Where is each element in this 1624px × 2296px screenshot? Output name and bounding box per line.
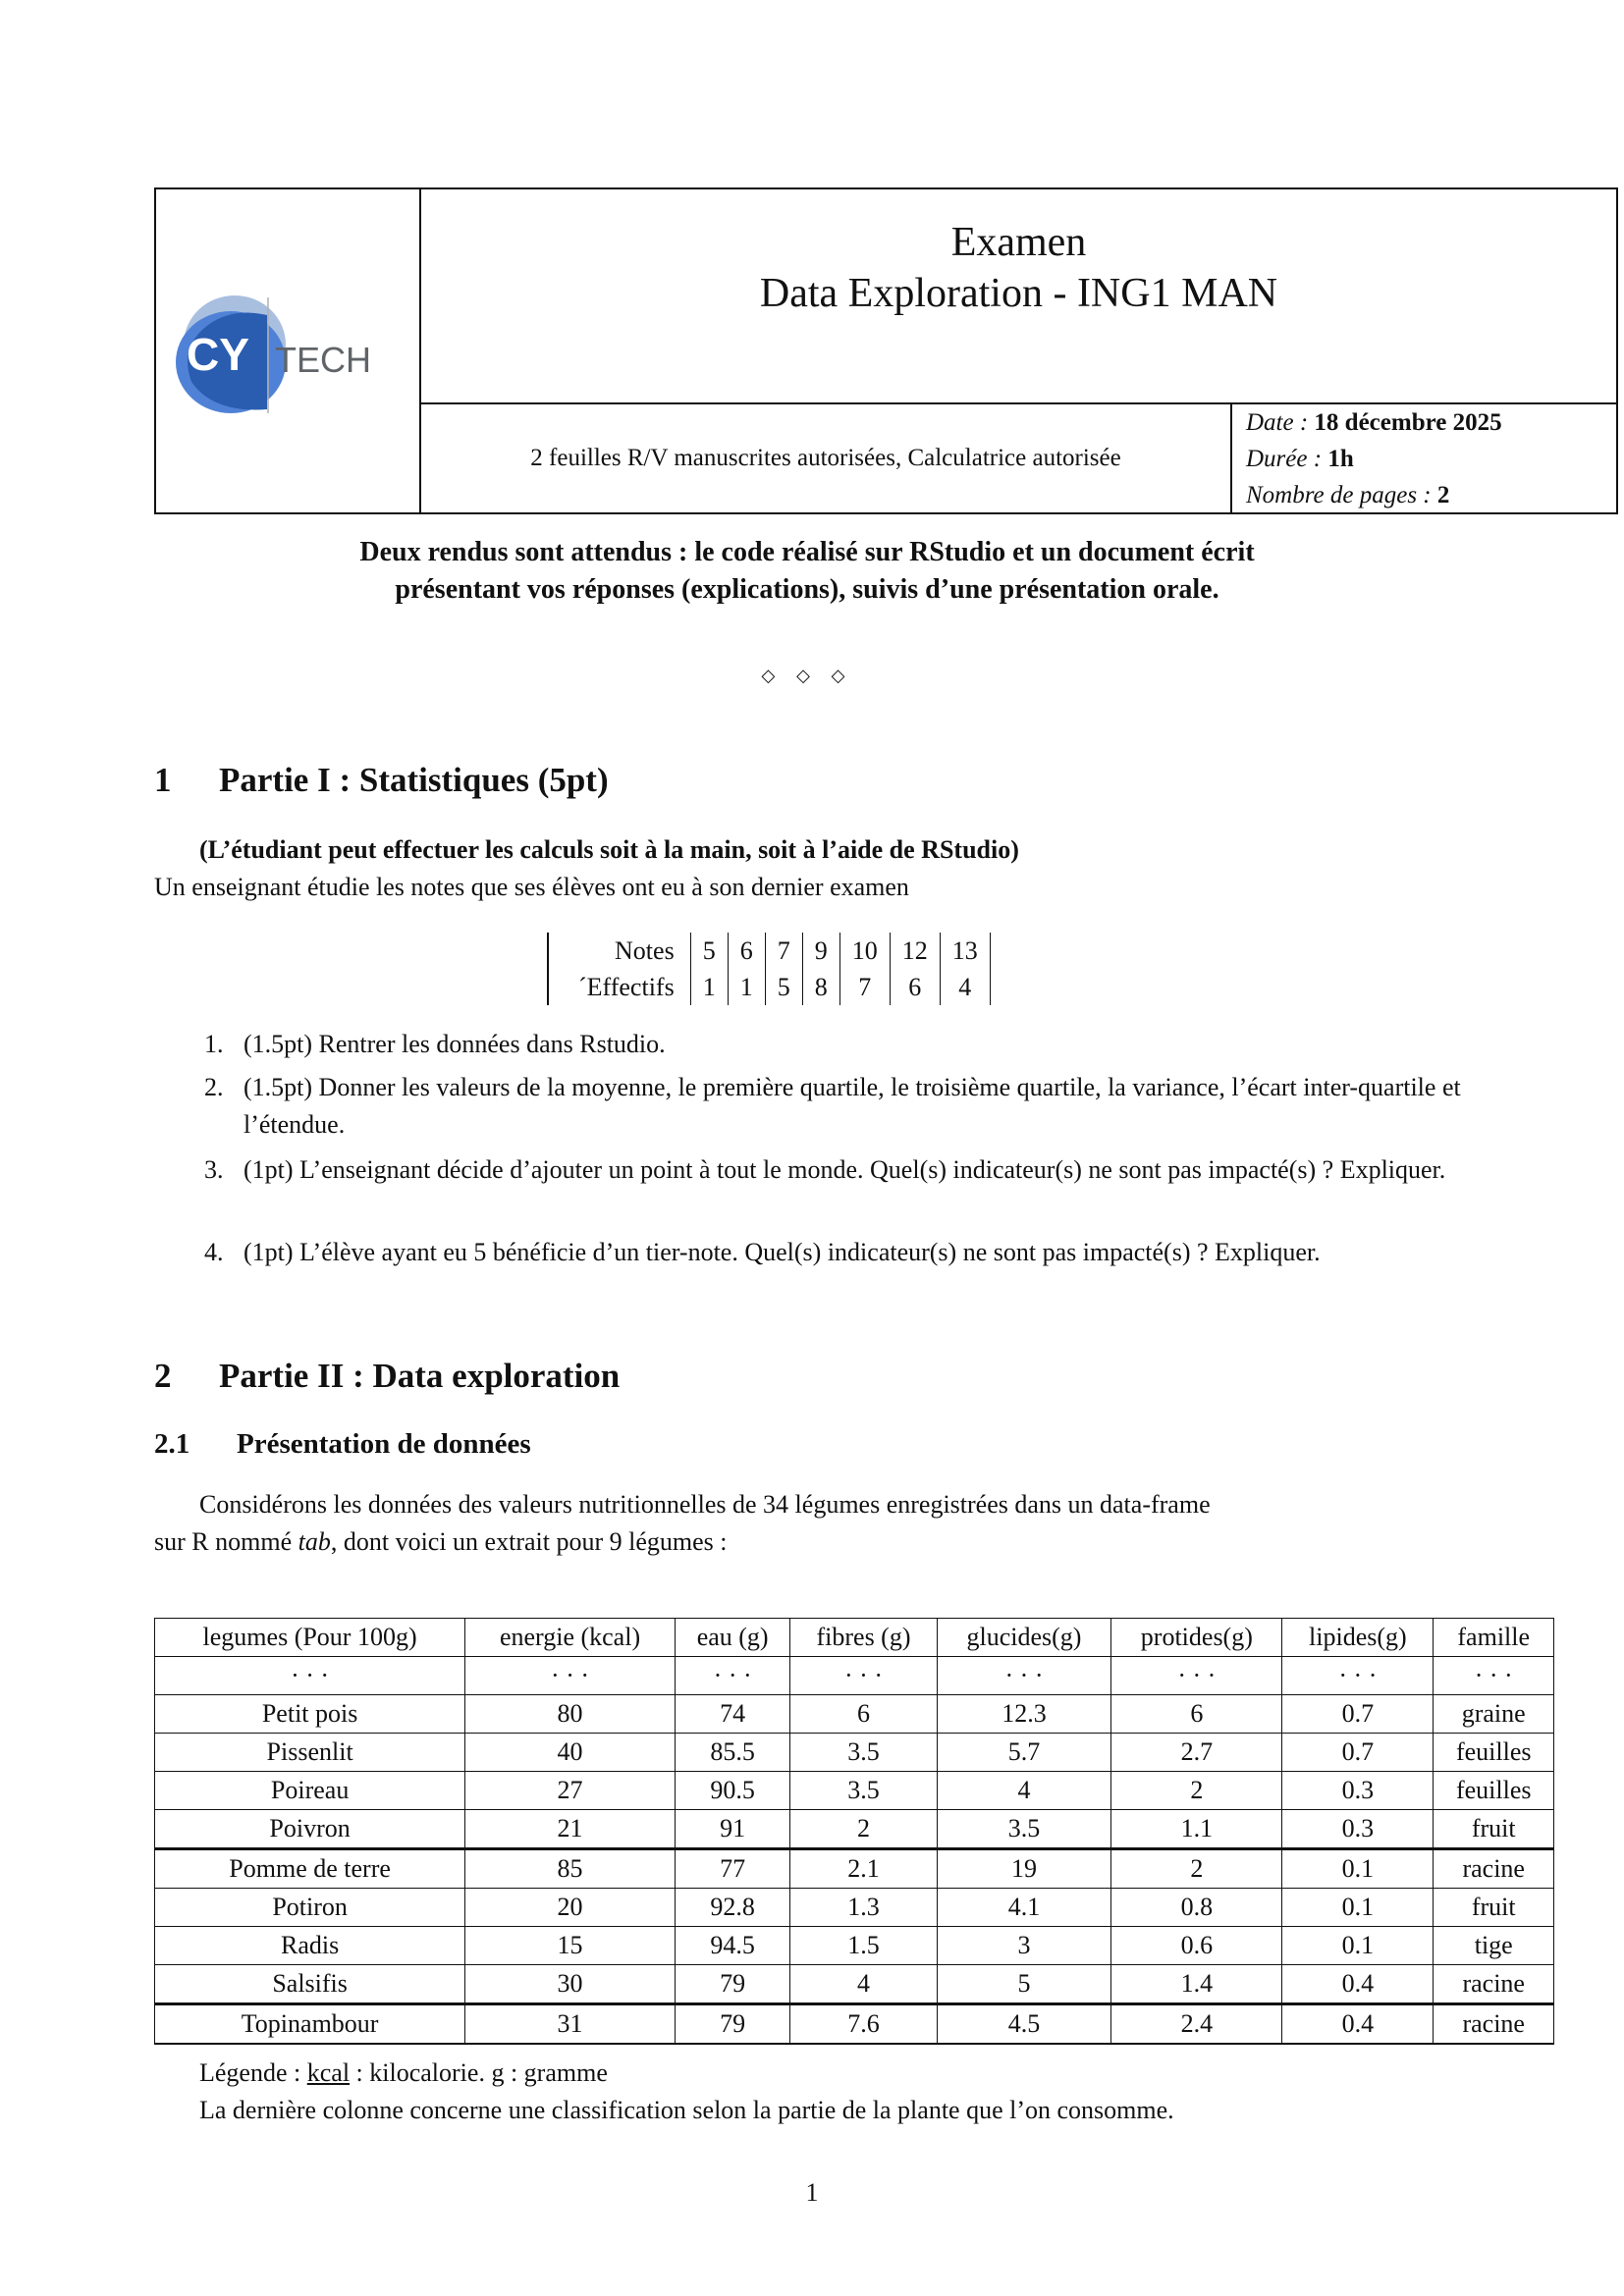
effectif-cell: 7 [839,969,890,1005]
table-cell: 4.5 [937,2004,1111,2045]
note-cell: 9 [802,933,839,969]
table-cell: fruit [1434,1810,1554,1849]
table-row [155,1849,1554,1889]
table-cell: 3.5 [790,1734,937,1772]
table-cell: 20 [465,1889,676,1927]
notes-row [548,933,990,969]
table-cell: tige [1434,1927,1554,1965]
table-cell: 3 [937,1927,1111,1965]
table-cell: Pissenlit [155,1734,465,1772]
info-duration: Durée : 1h [1246,446,1354,472]
subsection-2-1-heading: 2.1 Présentation de données [154,1428,531,1460]
note-cell: 13 [940,933,990,969]
table-cell: 2.7 [1111,1734,1282,1772]
table-cell: 77 [675,1849,790,1889]
table-cell: 0.1 [1282,1889,1434,1927]
table-cell: 4.1 [937,1889,1111,1927]
table-cell: 0.3 [1282,1772,1434,1810]
table-cell: 6 [790,1695,937,1734]
logo-text: TECH [275,340,371,380]
table-cell: 0.3 [1282,1810,1434,1849]
table-cell: Poireau [155,1772,465,1810]
table-cell: graine [1434,1695,1554,1734]
table-cell: 5.7 [937,1734,1111,1772]
table-cell: 0.7 [1282,1734,1434,1772]
note-cell: 12 [890,933,940,969]
logo-mark: CY [187,329,249,380]
column-header: protides(g) [1111,1619,1282,1657]
table-cell: 0.1 [1282,1849,1434,1889]
effectif-cell: 5 [765,969,802,1005]
table-cell: 79 [675,2004,790,2045]
table-row [155,1889,1554,1927]
table-cell: · · · [937,1657,1111,1695]
question-3: 3. (1pt) L’enseignant décide d’ajouter un point à tout le monde. Quel(s) indicateur(s) ne sont pas impacté(s) ? Expliquer. [204,1155,1446,1184]
table-row [155,1734,1554,1772]
classification-note: La dernière colonne concerne une classification selon la partie de la plante que l’on consomme. [199,2096,1174,2124]
table-row [155,1810,1554,1849]
table-cell: 1.3 [790,1889,937,1927]
table-cell: feuilles [1434,1734,1554,1772]
table-cell: 0.1 [1282,1927,1434,1965]
table-cell: Potiron [155,1889,465,1927]
table-cell: 85.5 [675,1734,790,1772]
deliverables-notice: Deux rendus sont attendus : le code réalisé sur RStudio et un document écrit présentant vos réponses (explications), suivis d’une présentation orale. [359,537,1255,605]
cy-tech-logo [174,288,409,415]
table-cell: Poivron [155,1810,465,1849]
section-2-heading: 2 Partie II : Data exploration [154,1357,621,1395]
table-cell: 19 [937,1849,1111,1889]
column-header: eau (g) [675,1619,790,1657]
table-cell: · · · [465,1657,676,1695]
table-cell: racine [1434,2004,1554,2045]
question-2: 2. (1.5pt) Donner les valeurs de la moyenne, le première quartile, le troisième quartile, la variance, l’écart inter-quartile et l’étendue. [204,1073,1461,1139]
dataframe-name: tab [298,1527,331,1556]
table-cell: 91 [675,1810,790,1849]
exam-info [1232,404,1616,512]
note-cell: 5 [690,933,728,969]
note-cell: 10 [839,933,890,969]
notes-label: Notes [548,933,690,969]
section-2-paragraph: Considérons les données des valeurs nutritionnelles de 34 légumes enregistrées dans un data-frame sur R nommé tab, dont voici un extrait pour 9 légumes : [154,1490,1211,1556]
info-pages: Nombre de pages : 2 [1246,482,1450,508]
table-cell: 2 [1111,1772,1282,1810]
table-cell: 1.5 [790,1927,937,1965]
table-cell: · · · [790,1657,937,1695]
effectifs-label: ´Effectifs [548,969,690,1005]
table-cell: 0.4 [1282,1965,1434,2004]
table-cell: 6 [1111,1695,1282,1734]
effectif-cell: 1 [690,969,728,1005]
notes-table [547,933,991,1005]
table-cell: 79 [675,1965,790,2004]
table-header-row [155,1619,1554,1657]
table-cell: 15 [465,1927,676,1965]
table-cell: racine [1434,1849,1554,1889]
column-header: glucides(g) [937,1619,1111,1657]
table-row [155,1965,1554,2004]
table-cell: 80 [465,1695,676,1734]
table-row [155,2004,1554,2045]
question-4: 4. (1pt) L’élève ayant eu 5 bénéficie d’un tier-note. Quel(s) indicateur(s) ne sont pas impacté(s) ? Expliquer. [204,1238,1321,1266]
table-cell: Radis [155,1927,465,1965]
table-cell: Topinambour [155,2004,465,2045]
table-row [155,1695,1554,1734]
table-cell: fruit [1434,1889,1554,1927]
table-cell: 3.5 [937,1810,1111,1849]
table-cell: · · · [675,1657,790,1695]
vegetables-table [154,1618,1554,2045]
table-cell: 4 [790,1965,937,2004]
separator-diamonds: ◇ ◇ ◇ [761,666,853,686]
table-cell: racine [1434,1965,1554,2004]
table-cell: 3.5 [790,1772,937,1810]
table-cell: 5 [937,1965,1111,2004]
exam-header [154,187,1618,514]
table-cell: 0.6 [1111,1927,1282,1965]
effectif-cell: 1 [728,969,765,1005]
table-cell: Pomme de terre [155,1849,465,1889]
effectif-cell: 4 [940,969,990,1005]
table-cell: 21 [465,1810,676,1849]
table-cell: 0.7 [1282,1695,1434,1734]
column-header: fibres (g) [790,1619,937,1657]
note-cell: 6 [728,933,765,969]
effectif-cell: 8 [802,969,839,1005]
ellipsis-row [155,1657,1554,1695]
table-cell: 2 [790,1810,937,1849]
effectifs-row [548,969,990,1005]
table-cell: 12.3 [937,1695,1111,1734]
title-cell [421,189,1616,404]
table-cell: 94.5 [675,1927,790,1965]
logo-cell [156,189,421,512]
table-cell: 31 [465,2004,676,2045]
info-date: Date : 18 décembre 2025 [1246,409,1502,436]
table-cell: 0.8 [1111,1889,1282,1927]
table-cell: 1.4 [1111,1965,1282,2004]
table-row [155,1772,1554,1810]
table-cell: 30 [465,1965,676,2004]
note-cell: 7 [765,933,802,969]
table-cell: 7.6 [790,2004,937,2045]
table-cell: · · · [155,1657,465,1695]
table-cell: Salsifis [155,1965,465,2004]
table-cell: · · · [1111,1657,1282,1695]
table-cell: 2.4 [1111,2004,1282,2045]
table-cell: 2 [1111,1849,1282,1889]
table-cell: 74 [675,1695,790,1734]
column-header: legumes (Pour 100g) [155,1619,465,1657]
exam-title: Examen [950,220,1087,265]
table-cell: 40 [465,1734,676,1772]
table-cell: · · · [1282,1657,1434,1695]
table-cell: 1.1 [1111,1810,1282,1849]
column-header: energie (kcal) [465,1619,676,1657]
column-header: lipides(g) [1282,1619,1434,1657]
course-title: Data Exploration - ING1 MAN [759,271,1278,316]
table-cell: 92.8 [675,1889,790,1927]
legend: Légende : kcal : kilocalorie. g : gramme [199,2058,608,2087]
table-cell: · · · [1434,1657,1554,1695]
table-cell: Petit pois [155,1695,465,1734]
exam-rules: 2 feuilles R/V manuscrites autorisées, Calculatrice autorisée [421,404,1232,512]
question-1: 1. (1.5pt) Rentrer les données dans Rstudio. [204,1030,666,1058]
section-1-intro: Un enseignant étudie les notes que ses élèves ont eu à son dernier examen [154,873,909,901]
table-cell: 27 [465,1772,676,1810]
effectif-cell: 6 [890,969,940,1005]
page-number: 1 [805,2178,819,2207]
table-cell: feuilles [1434,1772,1554,1810]
table-cell: 4 [937,1772,1111,1810]
table-cell: 0.4 [1282,2004,1434,2045]
table-row [155,1927,1554,1965]
table-cell: 90.5 [675,1772,790,1810]
column-header: famille [1434,1619,1554,1657]
table-cell: 85 [465,1849,676,1889]
section-1-note: (L’étudiant peut effectuer les calculs soit à la main, soit à l’aide de RStudio) [199,835,1019,864]
table-cell: 2.1 [790,1849,937,1889]
section-1-heading: 1 Partie I : Statistiques (5pt) [154,761,609,799]
